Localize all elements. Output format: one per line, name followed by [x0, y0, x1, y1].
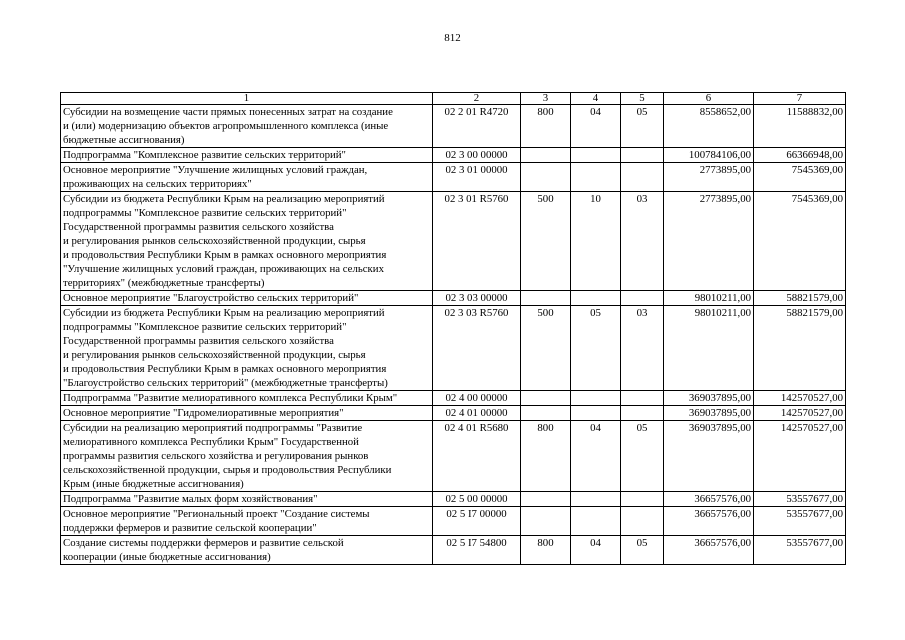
row-col3 [521, 406, 571, 421]
header-col-3: 3 [521, 93, 571, 105]
header-col-7: 7 [754, 93, 846, 105]
row-description [61, 421, 433, 492]
description-line: Государственной программы развития сельского хозяйства [63, 221, 334, 233]
row-col4 [571, 291, 621, 306]
row-col5 [621, 148, 664, 163]
header-col-2: 2 [433, 93, 521, 105]
table-row [61, 192, 846, 291]
description-line: бюджетные ассигнования) [63, 134, 185, 146]
description-line: проживающих на сельских территориях" [63, 178, 252, 190]
row-col6: 8558652,00 [664, 105, 754, 148]
description-line: Государственной программы развития сельского хозяйства [63, 335, 334, 347]
row-col6: 2773895,00 [664, 192, 754, 291]
row-col5: 05 [621, 105, 664, 148]
row-col5: 05 [621, 421, 664, 492]
row-col3: 800 [521, 421, 571, 492]
row-col7: 53557677,00 [754, 507, 846, 536]
row-col7: 142570527,00 [754, 406, 846, 421]
description-line: Подпрограмма "Развитие малых форм хозяйствования" [63, 493, 318, 505]
description-line: и регулирования рынков сельскохозяйственной продукции, сырья [63, 349, 366, 361]
row-col7: 11588832,00 [754, 105, 846, 148]
row-col3 [521, 163, 571, 192]
row-description [61, 536, 433, 565]
row-col4 [571, 406, 621, 421]
row-col5: 03 [621, 192, 664, 291]
row-col4 [571, 507, 621, 536]
row-code: 02 5 I7 54800 [433, 536, 521, 565]
table-row [61, 507, 846, 536]
description-line: "Благоустройство сельских территорий" (межбюджетные трансферты) [63, 377, 388, 389]
row-col6: 36657576,00 [664, 492, 754, 507]
description-line: Подпрограмма "Комплексное развитие сельских территорий" [63, 149, 346, 161]
description-line: Крым (иные бюджетные ассигнования) [63, 478, 244, 490]
row-code: 02 3 01 R5760 [433, 192, 521, 291]
description-line: Создание системы поддержки фермеров и развитие сельской [63, 537, 344, 549]
description-line: Основное мероприятие "Благоустройство сельских территорий" [63, 292, 359, 304]
row-description [61, 406, 433, 421]
description-line: поддержки фермеров и развитие сельской кооперации" [63, 522, 317, 534]
description-line: "Улучшение жилищных условий граждан, проживающих на сельских [63, 263, 384, 275]
description-line: и продовольствия Республики Крым в рамках основного мероприятия [63, 249, 387, 261]
row-code: 02 3 03 R5760 [433, 306, 521, 391]
row-col3 [521, 291, 571, 306]
row-col6: 369037895,00 [664, 391, 754, 406]
row-col5: 05 [621, 536, 664, 565]
row-col7: 58821579,00 [754, 291, 846, 306]
row-col4: 05 [571, 306, 621, 391]
row-col6: 36657576,00 [664, 536, 754, 565]
table-row [61, 163, 846, 192]
description-line: территориях" (межбюджетные трансферты) [63, 277, 265, 289]
row-col3: 800 [521, 105, 571, 148]
description-line: программы развития сельского хозяйства и регулирования рынков [63, 450, 369, 462]
row-code: 02 3 03 00000 [433, 291, 521, 306]
row-col3: 500 [521, 306, 571, 391]
description-line: Подпрограмма "Развитие мелиоративного комплекса Республики Крым" [63, 392, 398, 404]
row-col6: 2773895,00 [664, 163, 754, 192]
header-col-1: 1 [61, 93, 433, 105]
page-number: 812 [444, 32, 461, 44]
table-row [61, 391, 846, 406]
row-description [61, 105, 433, 148]
row-col5 [621, 492, 664, 507]
row-code: 02 4 00 00000 [433, 391, 521, 406]
row-col4: 04 [571, 105, 621, 148]
header-row [61, 93, 846, 105]
row-description [61, 291, 433, 306]
row-description [61, 163, 433, 192]
row-col4 [571, 391, 621, 406]
row-col6: 369037895,00 [664, 421, 754, 492]
description-line: подпрограммы "Комплексное развитие сельских территорий" [63, 207, 347, 219]
table-row [61, 105, 846, 148]
row-col7: 142570527,00 [754, 421, 846, 492]
table-row [61, 492, 846, 507]
row-col7: 7545369,00 [754, 163, 846, 192]
row-col5 [621, 391, 664, 406]
description-line: Субсидии из бюджета Республики Крым на реализацию мероприятий [63, 307, 385, 319]
header-col-4: 4 [571, 93, 621, 105]
row-col3 [521, 492, 571, 507]
row-col7: 58821579,00 [754, 306, 846, 391]
table-row [61, 291, 846, 306]
row-col6: 98010211,00 [664, 306, 754, 391]
row-description [61, 306, 433, 391]
row-col6: 100784106,00 [664, 148, 754, 163]
row-col7: 66366948,00 [754, 148, 846, 163]
row-col3 [521, 391, 571, 406]
row-col4 [571, 148, 621, 163]
table-row [61, 421, 846, 492]
budget-table [60, 92, 846, 565]
description-line: кооперации (иные бюджетные ассигнования) [63, 551, 271, 563]
table-row [61, 306, 846, 391]
description-line: и (или) модернизацию объектов агропромышленного комплекса (иные [63, 120, 389, 132]
description-line: Субсидии на реализацию мероприятий подпрограммы "Развитие [63, 422, 363, 434]
header-col-5: 5 [621, 93, 664, 105]
description-line: Субсидии из бюджета Республики Крым на реализацию мероприятий [63, 193, 385, 205]
row-code: 02 3 00 00000 [433, 148, 521, 163]
row-code: 02 4 01 00000 [433, 406, 521, 421]
row-col4: 10 [571, 192, 621, 291]
description-line: Основное мероприятие "Региональный проект "Создание системы [63, 508, 370, 520]
row-col6: 369037895,00 [664, 406, 754, 421]
description-line: и продовольствия Республики Крым в рамках основного мероприятия [63, 363, 387, 375]
row-col5 [621, 291, 664, 306]
row-code: 02 3 01 00000 [433, 163, 521, 192]
row-col4: 04 [571, 536, 621, 565]
description-line: Основное мероприятие "Гидромелиоративные мероприятия" [63, 407, 344, 419]
row-code: 02 4 01 R5680 [433, 421, 521, 492]
table-row [61, 148, 846, 163]
description-line: Субсидии на возмещение части прямых понесенных затрат на создание [63, 106, 393, 118]
header-col-6: 6 [664, 93, 754, 105]
description-line: подпрограммы "Комплексное развитие сельских территорий" [63, 321, 347, 333]
row-col5: 03 [621, 306, 664, 391]
description-line: мелиоративного комплекса Республики Крым" Государственной [63, 436, 359, 448]
row-code: 02 5 I7 00000 [433, 507, 521, 536]
row-col5 [621, 406, 664, 421]
row-col6: 98010211,00 [664, 291, 754, 306]
row-col3 [521, 507, 571, 536]
row-col5 [621, 507, 664, 536]
row-description [61, 391, 433, 406]
row-code: 02 5 00 00000 [433, 492, 521, 507]
description-line: Основное мероприятие "Улучшение жилищных условий граждан, [63, 164, 368, 176]
row-col4: 04 [571, 421, 621, 492]
row-description [61, 492, 433, 507]
table-row [61, 406, 846, 421]
row-col4 [571, 492, 621, 507]
row-col3: 800 [521, 536, 571, 565]
row-col7: 142570527,00 [754, 391, 846, 406]
row-col5 [621, 163, 664, 192]
row-description [61, 192, 433, 291]
description-line: и регулирования рынков сельскохозяйственной продукции, сырья [63, 235, 366, 247]
description-line: сельскохозяйственной продукции, сырья и продовольствия Республики [63, 464, 392, 476]
row-description [61, 507, 433, 536]
row-col7: 53557677,00 [754, 536, 846, 565]
row-col4 [571, 163, 621, 192]
row-col3 [521, 148, 571, 163]
row-description [61, 148, 433, 163]
table-row [61, 536, 846, 565]
row-col7: 7545369,00 [754, 192, 846, 291]
row-col6: 36657576,00 [664, 507, 754, 536]
row-col3: 500 [521, 192, 571, 291]
row-col7: 53557677,00 [754, 492, 846, 507]
row-code: 02 2 01 R4720 [433, 105, 521, 148]
